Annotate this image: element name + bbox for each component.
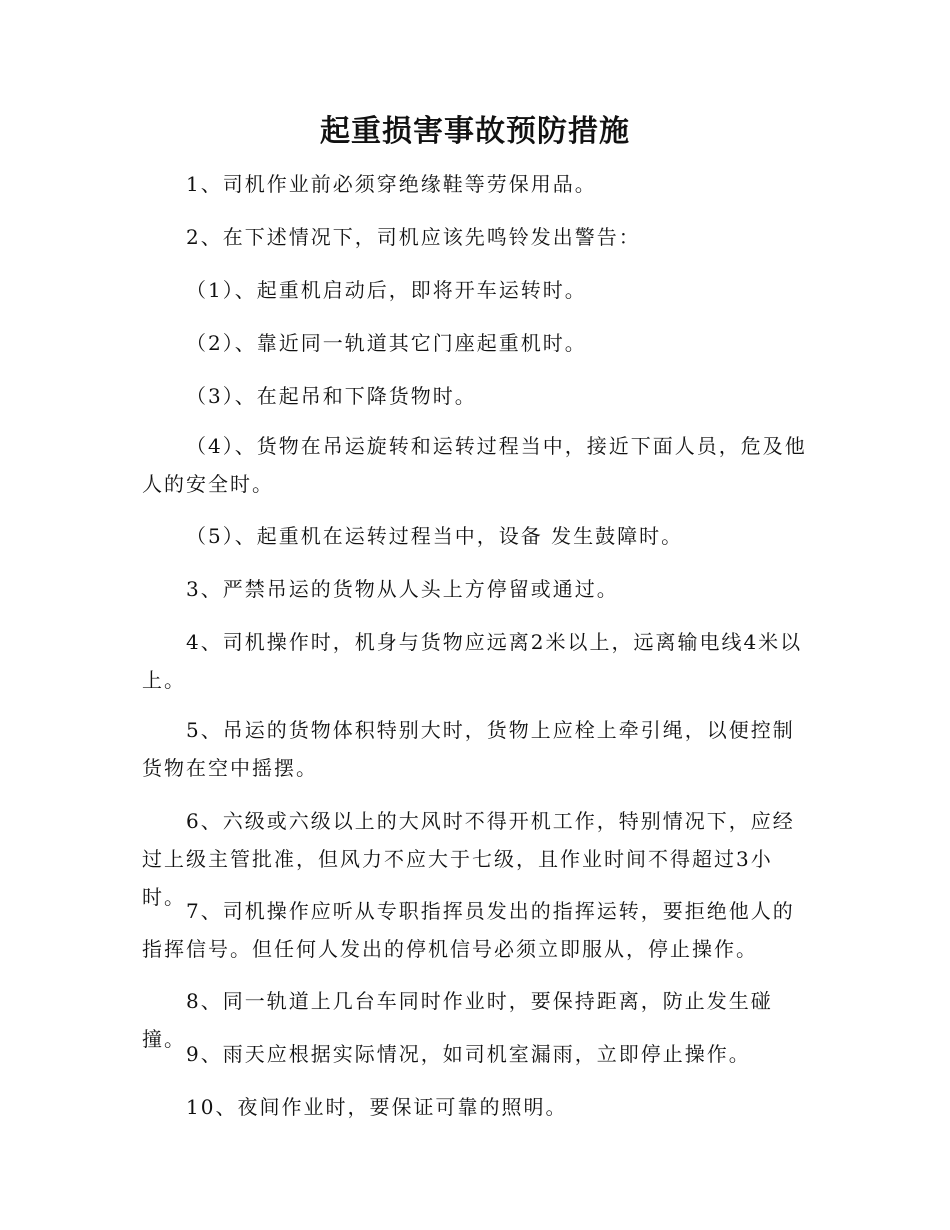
paragraph-2-item-4: （4）、货物在吊运旋转和运转过程当中，接近下面人员，危及他人的安全时。: [142, 434, 807, 496]
paragraph-4: 4、司机操作时，机身与货物应远离2米以上，远离输电线4米以上。: [142, 630, 803, 692]
paragraph-9: 9、雨天应根据实际情况，如司机室漏雨，立即停止操作。: [186, 1042, 751, 1066]
paragraph-2: 2、在下述情况下，司机应该先鸣铃发出警告：: [186, 225, 641, 249]
paragraph-2-item-2: （2）、靠近同一轨道其它门座起重机时。: [186, 331, 587, 355]
paragraph-10: 10、夜间作业时，要保证可靠的照明。: [186, 1095, 568, 1119]
paragraph-8: 8、同一轨道上几台车同时作业时，要保持距离，防止发生碰撞。: [142, 989, 773, 1051]
paragraph-5: 5、吊运的货物体积特别大时，货物上应栓上牵引绳，以便控制货物在空中摇摆。: [142, 718, 795, 780]
paragraph-1: 1、司机作业前必须穿绝缘鞋等劳保用品。: [186, 172, 597, 196]
paragraph-7: 7、司机操作应听从专职指挥员发出的指挥运转，要拒绝他人的指挥信号。但任何人发出的停机信号必须立即服从，停止操作。: [142, 899, 795, 961]
paragraph-6: 6、六级或六级以上的大风时不得开机工作，特别情况下，应经过上级主管批准，但风力不应大于七级，且作业时间不得超过3小时。: [142, 809, 795, 909]
paragraph-2-item-5: （5）、起重机在运转过程当中，设备 发生鼓障时。: [186, 524, 684, 548]
paragraph-3: 3、严禁吊运的货物从人头上方停留或通过。: [186, 577, 619, 601]
document-title: 起重损害事故预防措施: [320, 114, 630, 149]
paragraph-2-item-3: （3）、在起吊和下降货物时。: [186, 384, 477, 408]
paragraph-2-item-1: （1）、起重机启动后，即将开车运转时。: [186, 278, 587, 302]
